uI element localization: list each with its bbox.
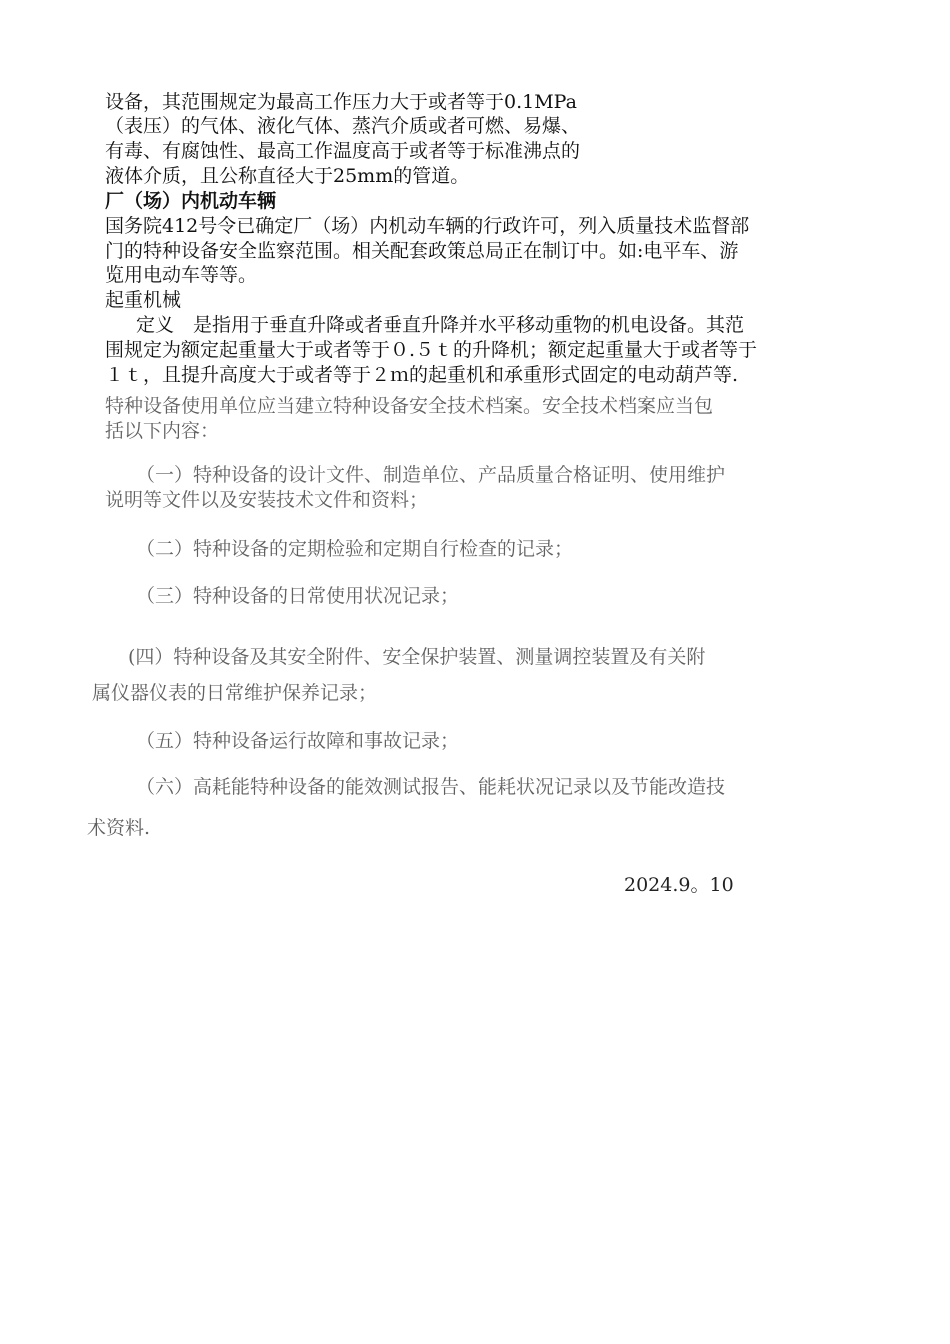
crane-line-3: １ｔ，且提升高度大于或者等于２ｍ的起重机和承重形式固定的电动葫芦等. <box>105 364 739 386</box>
archive-item-4-line-2: 属仪器仪表的日常维护保养记录； <box>92 682 378 704</box>
pipeline-line-1: 设备，其范围规定为最高工作压力大于或者等于0.1MPa <box>105 91 577 113</box>
archive-item-5: （五）特种设备运行故障和事故记录； <box>136 730 460 752</box>
pipeline-line-4: 液体介质，且公称直径大于25mm的管道。 <box>105 165 470 187</box>
archive-item-1-line-1: （一）特种设备的设计文件、制造单位、产品质量合格证明、使用维护 <box>136 464 726 486</box>
archive-item-4-line-1: (四）特种设备及其安全附件、安全保护装置、测量调控装置及有关附 <box>128 646 706 668</box>
vehicles-line-3: 览用电动车等等。 <box>105 264 258 286</box>
crane-line-2: 围规定为额定起重量大于或者等于０.５ｔ的升降机；额定起重量大于或者等于 <box>105 339 758 361</box>
vehicles-line-2: 门的特种设备安全监察范围。相关配套政策总局正在制订中。如:电平车、游 <box>105 240 739 262</box>
vehicles-heading: 厂（场）内机动车辆 <box>105 190 277 212</box>
archive-item-3: （三）特种设备的日常使用状况记录； <box>136 585 460 607</box>
pipeline-line-3: 有毒、有腐蚀性、最高工作温度高于或者等于标准沸点的 <box>105 140 581 162</box>
crane-line-1: 定义 是指用于垂直升降或者垂直升降并水平移动重物的机电设备。其范 <box>136 314 745 336</box>
archive-item-1-line-2: 说明等文件以及安装技术文件和资料； <box>105 489 429 511</box>
archive-item-6-line-1: （六）高耗能特种设备的能效测试报告、能耗状况记录以及节能改造技 <box>136 776 726 798</box>
archive-intro-line-1: 特种设备使用单位应当建立特种设备安全技术档案。安全技术档案应当包 <box>105 395 714 417</box>
vehicles-line-1: 国务院412号令已确定厂（场）内机动车辆的行政许可，列入质量技术监督部 <box>105 215 750 237</box>
crane-heading: 起重机械 <box>105 289 182 311</box>
archive-item-6-line-2: 术资料. <box>87 817 151 839</box>
archive-intro-line-2: 括以下内容： <box>105 420 220 442</box>
archive-item-2: （二）特种设备的定期检验和定期自行检查的记录； <box>136 538 574 560</box>
document-date: 2024.9。10 <box>624 874 734 896</box>
pipeline-line-2: （表压）的气体、液化气体、蒸汽介质或者可燃、易爆、 <box>105 115 581 137</box>
